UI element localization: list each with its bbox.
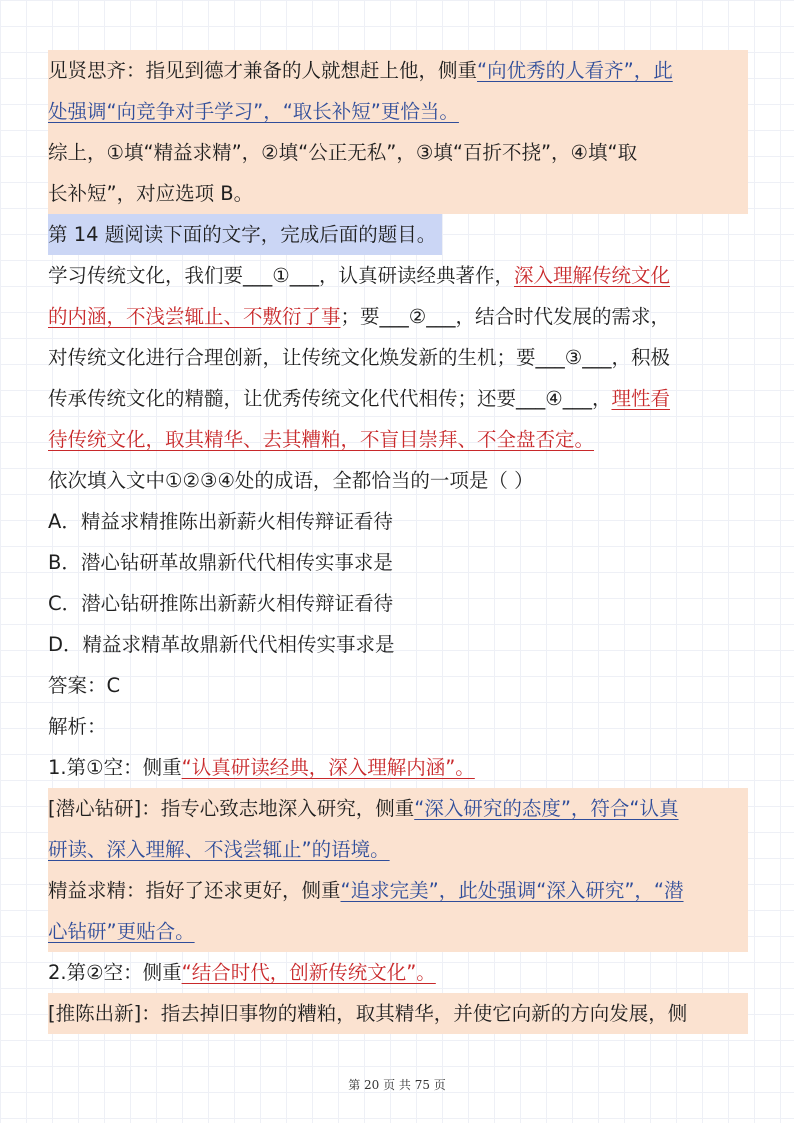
passage-line <box>48 255 748 296</box>
passage-text: 学习传统文化，我们要___①___，认真研读经典著作， <box>48 264 514 287</box>
answer-text: 答案：C <box>48 674 121 697</box>
question-text: 依次填入文中①②③④处的成语，全都恰当的一项是（ ） <box>48 469 534 492</box>
passage-line <box>48 337 748 378</box>
passage-emphasis: 深入理解传统文化 <box>513 264 670 287</box>
analysis-emphasis: “认真研读经典，深入理解内涵”。 <box>181 756 475 779</box>
analysis-heading-text: 解析： <box>48 715 107 738</box>
summary-text: 长补短”，对应选项 B。 <box>48 182 254 205</box>
document-page <box>48 50 748 1034</box>
question-prompt <box>48 460 748 501</box>
analysis-text: 精益求精：指好了还求更好，侧重 <box>48 879 341 902</box>
passage-text: ；要___②___，结合时代发展的需求， <box>340 305 670 328</box>
underlined-emphasis: “向优秀的人看齐”，此 <box>477 59 673 82</box>
option-text: B．潜心钻研革故鼎新代代相传实事求是 <box>48 551 393 574</box>
question-heading: 第 14 题阅读下面的文字，完成后面的题目。 <box>48 214 442 255</box>
underlined-emphasis: 心钻研”更贴合。 <box>48 920 195 943</box>
summary-line <box>48 173 748 214</box>
passage-line <box>48 378 748 419</box>
option-b <box>48 542 748 583</box>
option-a <box>48 501 748 542</box>
analysis-point <box>48 952 748 993</box>
passage-text: 传承传统文化的精髓，让优秀传统文化代代相传；还要___④___， <box>48 387 612 410</box>
option-text: D．精益求精革故鼎新代代相传实事求是 <box>48 633 395 656</box>
answer-line <box>48 665 748 706</box>
idiom-explanation <box>48 993 748 1034</box>
analysis-line <box>48 91 748 132</box>
underlined-emphasis: 处强调“向竞争对手学习”，“取长补短”更恰当。 <box>48 100 459 123</box>
underlined-emphasis: “深入研究的态度”，符合“认真 <box>414 797 679 820</box>
underlined-emphasis: 研读、深入理解、不浅尝辄止”的语境。 <box>48 838 390 861</box>
idiom-explanation <box>48 788 748 829</box>
option-d <box>48 624 748 665</box>
analysis-line <box>48 50 748 91</box>
passage-emphasis: 理性看 <box>611 387 670 410</box>
passage-text: 对传统文化进行合理创新，让传统文化焕发新的生机；要___③___，积极 <box>48 346 670 369</box>
summary-line <box>48 132 748 173</box>
option-c <box>48 583 748 624</box>
analysis-text: 2.第②空：侧重 <box>48 961 182 984</box>
idiom-explanation <box>48 829 748 870</box>
analysis-text: [潜心钻研]：指专心致志地深入研究，侧重 <box>48 797 415 820</box>
passage-emphasis: 的内涵，不浅尝辄止、不敷衍了事 <box>48 305 341 328</box>
question-heading-line <box>48 214 748 255</box>
idiom-explanation <box>48 911 748 952</box>
passage-line <box>48 296 748 337</box>
option-text: A．精益求精推陈出新薪火相传辩证看待 <box>48 510 393 533</box>
analysis-text: 1.第①空：侧重 <box>48 756 182 779</box>
page-footer: 第 20 页 共 75 页 <box>348 1078 446 1092</box>
analysis-text: [推陈出新]：指去掉旧事物的糟粕，取其精华，并使它向新的方向发展，侧 <box>48 1002 688 1025</box>
analysis-point <box>48 747 748 788</box>
analysis-heading <box>48 706 748 747</box>
analysis-text: 见贤思齐：指见到德才兼备的人就想赶上他，侧重 <box>48 59 478 82</box>
option-text: C．潜心钻研推陈出新薪火相传辩证看待 <box>48 592 394 615</box>
underlined-emphasis: “追求完美”，此处强调“深入研究”，“潜 <box>340 879 684 902</box>
idiom-explanation <box>48 870 748 911</box>
passage-emphasis: 待传统文化，取其精华、去其糟粕，不盲目崇拜、不全盘否定。 <box>48 428 595 451</box>
summary-text: 综上，①填“精益求精”，②填“公正无私”，③填“百折不挠”，④填“取 <box>48 141 638 164</box>
passage-line <box>48 419 748 460</box>
analysis-emphasis: “结合时代，创新传统文化”。 <box>181 961 436 984</box>
